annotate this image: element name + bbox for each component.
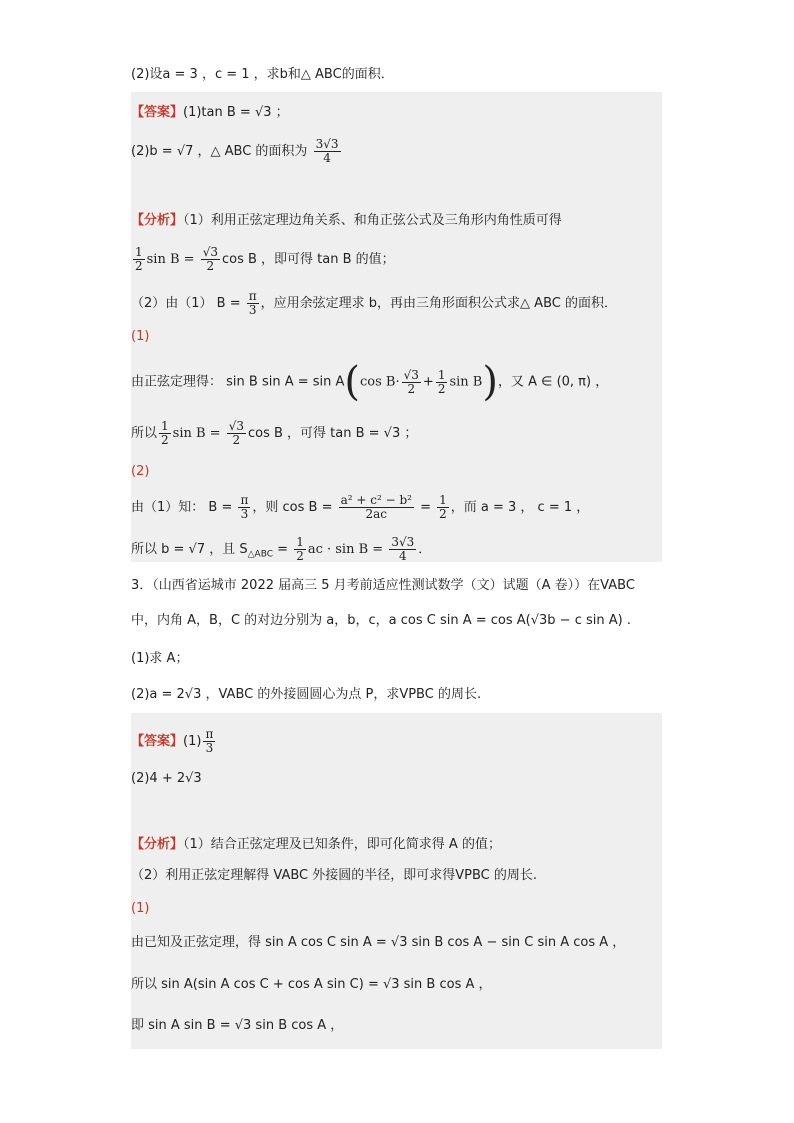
analysis-tag: 【分析】: [131, 213, 184, 228]
analysis-1-line-3: （2）由（1） B = $\frac{\pi}{3}$ ，应用余弦定理求 b，再由三角形面积公式求△ ABC 的面积．: [131, 289, 617, 317]
solution-2-line-1: 由已知及正弦定理，得 sin A cos C sin A = √3 sin B cos A − sin C sin A cos A ，: [131, 935, 626, 950]
problem-3-line-1: 3．（山西省运城市 2022 届高三 5 月考前适应性测试数学（文）试题（A 卷））在VABC: [131, 578, 635, 593]
solution-1-part-1: (1): [131, 329, 150, 344]
problem-3-line-4: (2)a = 2√3 ，VABC 的外接圆圆心为点 P，求VPBC 的周长.: [131, 687, 482, 702]
answer-1-line-1: [131, 104, 289, 122]
answer-2-line-1: 【答案】(1) $\frac{\pi}{3}$: [131, 727, 214, 755]
problem-3-line-2: 中，内角 A，B，C 的对边分别为 a，b，c，a cos C sin A = cos A(√3b − c sin A) .: [131, 613, 631, 628]
analysis-2-line-2: （2）利用正弦定理解得 VABC 外接圆的半径，即可求得VPBC 的周长.: [131, 868, 538, 883]
solution-2-line-3: 即 sin A sin B = √3 sin B cos A ，: [131, 1018, 344, 1033]
answer-1-part-2: (2)b = √7 ，△ ABC 的面积为: [131, 144, 312, 159]
answer-1-part-1: (1)tan B = √3 ；: [183, 105, 289, 120]
solution-2-part-1: (1): [131, 901, 150, 916]
answer-1-line-2: [131, 138, 343, 165]
solution-1-line-3: 由（1）知： B = $\frac{\pi}{3}$ ，则 cos B = $\frac{\text{a² + c² − b²}}{2ac}$ = $\frac{1}{2}$ ，而 a = 3 ， c = 1 ，: [131, 493, 590, 521]
solution-2-line-2: 所以 sin A(sin A cos C + cos A sin C) = √3 sin B cos A ，: [131, 977, 492, 992]
analysis-1-line-2: $\frac{1}{2}$ sin B = $\frac{√3}{2}$ cos B ，即可得 tan B 的值；: [135, 245, 395, 273]
answer-tag: 【答案】: [131, 105, 184, 120]
solution-1-part-2: (2): [131, 464, 150, 479]
answer-1-fraction: $\frac{3√3}{4}$: [315, 137, 339, 165]
problem-3-line-3: (1)求 A；: [131, 651, 189, 666]
answer-2-line-2: (2)4 + 2√3: [131, 771, 202, 786]
solution-1-line-4: 所以 b = √7 ，且 $S_{\triangle ABC}$ = $\frac{1}{2}$ ac · sin B = $\frac{3√3}{4}$ ．: [131, 535, 432, 563]
analysis-2-line-1: 【分析】（1）结合正弦定理及已知条件，即可化简求得 A 的值；: [131, 837, 501, 852]
solution-1-line-2: 所以 $\frac{1}{2}$ sin B = $\frac{√3}{2}$ cos B ，可得 tan B = √3 ；: [131, 419, 418, 447]
analysis-1-line-1: 【分析】（1）利用正弦定理边角关系、和角正弦公式及三角形内角性质可得: [131, 213, 562, 228]
q2-prompt: (2)设a = 3 ，c = 1 ，求b和△ ABC的面积．: [131, 67, 394, 82]
solution-1-line-1: 由正弦定理得： sin B sin A = sin A(cos B· $\frac{√3}{2}$ + $\frac{1}{2}$ sin B)，又 A ∈ (0, π) ，: [131, 359, 609, 405]
